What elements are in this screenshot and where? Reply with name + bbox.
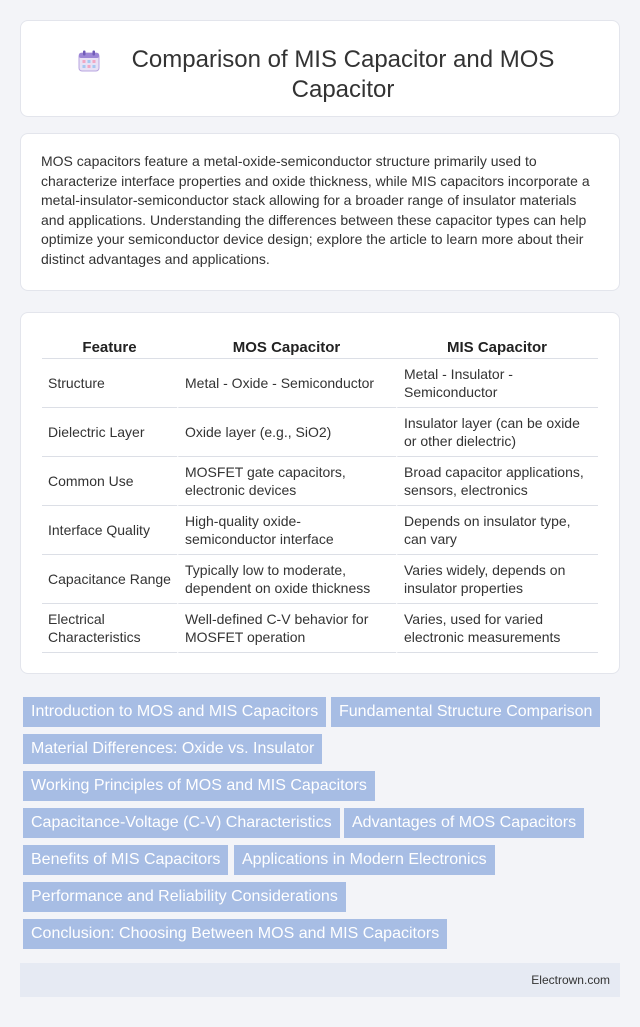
- table-header-row: [42, 333, 598, 359]
- toc-link-introduction[interactable]: Introduction to MOS and MIS Capacitors: [23, 697, 326, 727]
- table-cell: Broad capacitor applications, sensors, electronics: [396, 457, 598, 506]
- table-cell: Depends on insulator type, can vary: [396, 506, 598, 555]
- toc-link-mis-benefits[interactable]: Benefits of MIS Capacitors: [23, 845, 228, 875]
- table-cell: High-quality oxide-semiconductor interface: [177, 506, 396, 555]
- toc-link-performance[interactable]: Performance and Reliability Considerations: [23, 882, 346, 912]
- title-card: [20, 20, 620, 117]
- table-cell: Well-defined C-V behavior for MOSFET operation: [177, 604, 396, 653]
- table-row: [42, 457, 598, 506]
- table-cell: Structure: [42, 359, 177, 408]
- table-cell: Metal - Oxide - Semiconductor: [177, 359, 396, 408]
- footer-site-name: Electrown.com: [531, 973, 610, 987]
- table-cell: Oxide layer (e.g., SiO2): [177, 408, 396, 457]
- intro-card: [20, 133, 620, 291]
- table-cell: Varies widely, depends on insulator properties: [396, 555, 598, 604]
- toc-link-structure[interactable]: Fundamental Structure Comparison: [331, 697, 600, 727]
- table-cell: Electrical Characteristics: [42, 604, 177, 653]
- toc-link-conclusion[interactable]: Conclusion: Choosing Between MOS and MIS Capacitors: [23, 919, 447, 949]
- calendar-icon: [77, 49, 101, 73]
- table-row: [42, 408, 598, 457]
- column-header-mis: MIS Capacitor: [396, 333, 598, 359]
- intro-paragraph: MOS capacitors feature a metal-oxide-semiconductor structure primarily used to characterize interface properties and oxide thickness, while MIS capacitors incorporate a metal-insulator-semiconductor stack allowing for a broader range of insulator materials and applications. Understanding the differences between these capacitor types can help optimize your semiconductor device design; explore the article to learn more about their distinct advantages and applications.: [41, 153, 590, 267]
- table-cell: Interface Quality: [42, 506, 177, 555]
- comparison-table-card: [20, 312, 620, 674]
- table-cell: Varies, used for varied electronic measurements: [396, 604, 598, 653]
- table-row: [42, 506, 598, 555]
- page-title: Comparison of MIS Capacitor and MOS Capacitor: [131, 46, 555, 103]
- table-cell: Capacitance Range: [42, 555, 177, 604]
- column-header-feature: Feature: [42, 333, 177, 359]
- table-cell: Typically low to moderate, dependent on oxide thickness: [177, 555, 396, 604]
- table-row: [42, 604, 598, 653]
- table-row: [42, 359, 598, 408]
- toc-link-mos-advantages[interactable]: Advantages of MOS Capacitors: [344, 808, 584, 838]
- comparison-table: [42, 333, 598, 653]
- table-cell: Common Use: [42, 457, 177, 506]
- toc-link-applications[interactable]: Applications in Modern Electronics: [234, 845, 495, 875]
- toc-link-working-principles[interactable]: Working Principles of MOS and MIS Capacitors: [23, 771, 375, 801]
- column-header-mos: MOS Capacitor: [177, 333, 396, 359]
- table-cell: MOSFET gate capacitors, electronic devices: [177, 457, 396, 506]
- toc-link-cv-characteristics[interactable]: Capacitance-Voltage (C-V) Characteristics: [23, 808, 340, 838]
- footer: [20, 963, 620, 997]
- table-cell: Dielectric Layer: [42, 408, 177, 457]
- table-cell: Insulator layer (can be oxide or other dielectric): [396, 408, 598, 457]
- toc-link-materials[interactable]: Material Differences: Oxide vs. Insulator: [23, 734, 322, 764]
- table-row: [42, 555, 598, 604]
- table-cell: Metal - Insulator - Semiconductor: [396, 359, 598, 408]
